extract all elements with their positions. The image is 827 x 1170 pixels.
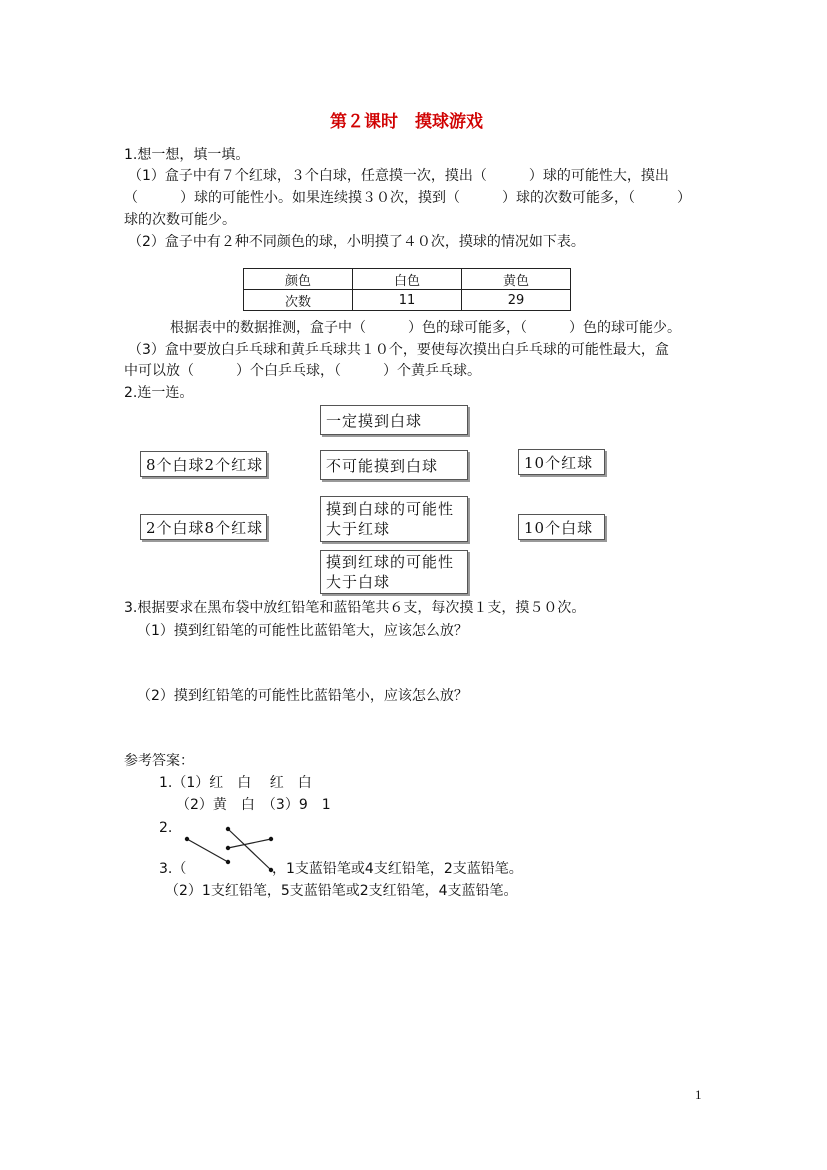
table-cell: 11 — [353, 290, 462, 311]
box-line: 大于红球 — [326, 520, 391, 538]
answer-2-connection-lines — [180, 822, 280, 877]
q1-p3-line1: （3）盒中要放白乒乓球和黄乒乓球共１０个，要使每次摸出白乒乓球的可能性最大，盒 — [128, 342, 669, 358]
box-line: 摸到红球的可能性 — [326, 553, 455, 571]
table-row — [244, 269, 571, 290]
q1-p1-line2: （ ）球的可能性小。如果连续摸３０次，摸到（ ）球的次数可能多，（ ） — [124, 190, 691, 206]
left-box-2white-8red: 2个白球8个红球 — [140, 514, 267, 540]
table-header-cell: 黄色 — [462, 269, 571, 290]
q2-heading: 2.连一连。 — [124, 385, 194, 401]
answer-3-line1-tail: ，1支蓝铅笔或4支红铅笔，2支蓝铅笔。 — [272, 861, 523, 877]
table-cell: 次数 — [244, 290, 353, 311]
q3-p1: （1）摸到红铅笔的可能性比蓝铅笔大，应该怎么放？ — [137, 623, 468, 639]
right-box-10white: 10个白球 — [518, 514, 605, 540]
page-number: 1 — [695, 1087, 702, 1102]
data-table — [243, 268, 571, 311]
middle-box-white-more-likely — [320, 496, 468, 542]
middle-box-certain-white: 一定摸到白球 — [320, 405, 468, 435]
answer-2-label: 2. — [159, 820, 173, 836]
answer-1-line2: （2）黄 白 （3）9 1 — [176, 797, 331, 813]
table-cell: 29 — [462, 290, 571, 311]
middle-box-impossible-white: 不可能摸到白球 — [320, 450, 468, 480]
q1-heading: 1.想一想，填一填。 — [124, 147, 250, 163]
box-line: 大于白球 — [326, 573, 391, 591]
right-box-10red: 10个红球 — [518, 449, 605, 475]
table-header-cell: 颜色 — [244, 269, 353, 290]
q3-p2: （2）摸到红铅笔的可能性比蓝铅笔小，应该怎么放？ — [137, 688, 468, 704]
q1-p1-line1: （1）盒子中有７个红球，３个白球，任意摸一次，摸出（ ）球的可能性大，摸出 — [128, 168, 669, 184]
q1-p2: （2）盒子中有２种不同颜色的球，小明摸了４０次，摸球的情况如下表。 — [128, 234, 585, 250]
middle-box-red-more-likely — [320, 550, 468, 594]
answer-3-line2: （2）1支红铅笔，5支蓝铅笔或2支红铅笔，4支蓝铅笔。 — [165, 883, 518, 899]
answers-heading: 参考答案： — [124, 753, 194, 769]
left-box-8white-2red: 8个白球2个红球 — [140, 451, 267, 477]
q1-p3-line2: 中可以放（ ）个白乒乓球，（ ）个黄乒乓球。 — [124, 363, 481, 379]
q3-heading: 3.根据要求在黑布袋中放红铅笔和蓝铅笔共６支，每次摸１支，摸５０次。 — [124, 600, 586, 616]
answer-3-prefix: 3.（ — [159, 861, 187, 877]
answer-1-line1: 1.（1）红 白 红 白 — [159, 775, 312, 791]
q1-p1-line3: 球的次数可能少。 — [124, 212, 236, 228]
table-row — [244, 290, 571, 311]
box-line: 摸到白球的可能性 — [326, 500, 455, 518]
page-title: 第２课时 摸球游戏 — [330, 112, 483, 132]
q1-p2-after: 根据表中的数据推测，盒子中（ ）色的球可能多，（ ）色的球可能少。 — [170, 320, 681, 336]
table-header-cell: 白色 — [353, 269, 462, 290]
